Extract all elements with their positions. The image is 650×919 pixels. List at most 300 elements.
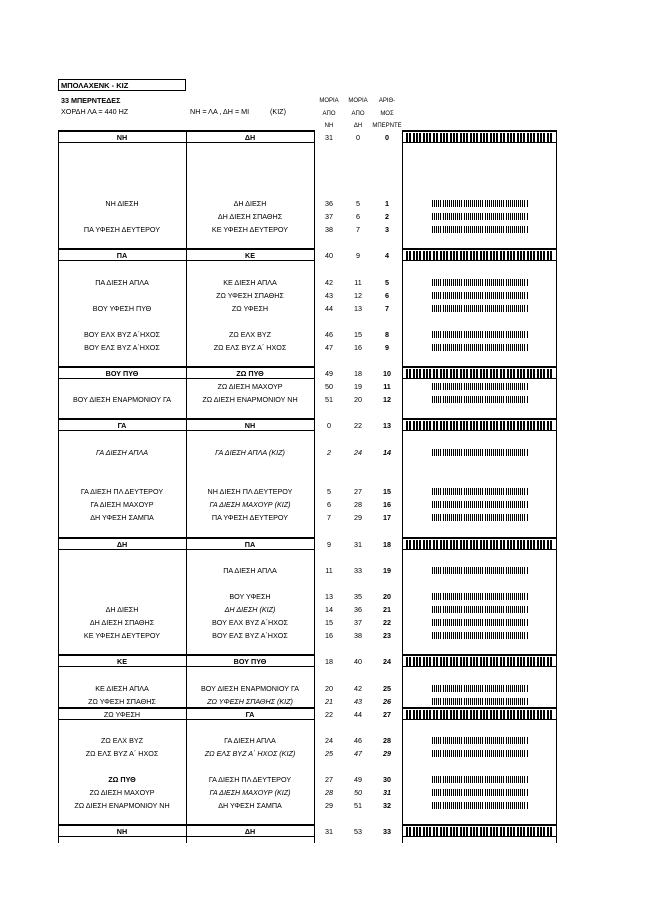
bar-stripe [547, 710, 549, 719]
row-moria-ni: 44 [325, 304, 333, 313]
bar-stripe [550, 251, 552, 260]
bar-stripe [426, 369, 428, 378]
tick-mark [524, 292, 525, 299]
table-rule [556, 131, 557, 843]
tick-mark [432, 396, 433, 403]
tick-mark [512, 698, 513, 705]
row-bernte-number: 15 [383, 487, 391, 496]
tick-mark [432, 383, 433, 390]
tick-mark [480, 226, 481, 233]
tick-mark [464, 279, 465, 286]
bar-stripe [473, 369, 475, 378]
table-rule [402, 707, 557, 708]
tick-mark [443, 789, 444, 796]
row-bernte-number: 8 [385, 330, 389, 339]
row-bernte-number: 2 [385, 212, 389, 221]
row-moria-ni: 5 [327, 487, 331, 496]
tick-mark [485, 737, 486, 744]
tick-mark [508, 200, 509, 207]
tick-mark [459, 514, 460, 521]
tick-mark [506, 776, 507, 783]
tick-mark [432, 292, 433, 299]
tick-mark [468, 685, 469, 692]
tick-mark [478, 632, 479, 639]
tick-mark [520, 619, 521, 626]
bar-stripe [490, 421, 492, 430]
tick-mark [493, 737, 494, 744]
tick-mark [451, 226, 452, 233]
tick-mark [499, 200, 500, 207]
tick-mark [464, 213, 465, 220]
table-rule [402, 378, 557, 379]
tick-mark [489, 567, 490, 574]
tick-mark [447, 292, 448, 299]
tick-mark [476, 501, 477, 508]
tick-mark [478, 488, 479, 495]
tick-mark [489, 200, 490, 207]
tick-mark [438, 802, 439, 809]
tick-mark [508, 737, 509, 744]
tick-mark [466, 305, 467, 312]
bar-stripe [429, 369, 431, 378]
tick-mark [495, 789, 496, 796]
bar-stripe [493, 657, 495, 666]
row-left-label: ΒΟΥ ΔΙΕΣΗ ΕΝΑΡΜΟΝΙΟΥ ΓΑ [72, 395, 172, 404]
tick-mark [487, 698, 488, 705]
tick-mark [434, 292, 435, 299]
tick-mark [499, 331, 500, 338]
tick-mark [464, 501, 465, 508]
bar-stripe [496, 133, 498, 142]
tick-mark [491, 213, 492, 220]
tick-mark [453, 200, 454, 207]
row-left-label: ΠΑ ΥΦΕΣΗ ΔΕΥΤΕΡΟΥ [83, 225, 161, 234]
row-right-label: ΚΕ ΥΦΕΣΗ ΔΕΥΤΕΡΟΥ [211, 225, 289, 234]
tick-mark [495, 344, 496, 351]
bar-stripe [510, 133, 512, 142]
tick-mark [510, 449, 511, 456]
bar-stripe [480, 251, 482, 260]
tick-mark [438, 514, 439, 521]
tick-mark [436, 501, 437, 508]
tick-mark [506, 383, 507, 390]
bar-stripe [426, 133, 428, 142]
tick-mark [499, 737, 500, 744]
bar-stripe [543, 657, 545, 666]
bar-stripe [490, 540, 492, 549]
tick-mark [459, 396, 460, 403]
row-right-label: ΓΑ ΔΙΕΣΗ ΠΛ ΔΕΥΤΕΡΟΥ [208, 775, 292, 784]
row-right-label: ΚΕ [245, 251, 255, 260]
tick-mark [480, 632, 481, 639]
table-rule [402, 131, 403, 843]
tick-mark [461, 514, 462, 521]
tuning-ticks [432, 802, 528, 809]
tick-mark [434, 593, 435, 600]
row-moria-di: 50 [354, 788, 362, 797]
row-moria-ni: 6 [327, 500, 331, 509]
tick-mark [443, 383, 444, 390]
bar-stripe [520, 827, 522, 836]
tick-mark [487, 737, 488, 744]
tick-mark [449, 593, 450, 600]
tick-mark [438, 567, 439, 574]
tick-mark [447, 750, 448, 757]
tick-mark [478, 802, 479, 809]
tick-mark [503, 488, 504, 495]
bar-stripe [466, 710, 468, 719]
bar-stripe [500, 251, 502, 260]
tick-mark [455, 789, 456, 796]
tick-mark [482, 292, 483, 299]
tick-mark [510, 344, 511, 351]
bar-stripe [547, 657, 549, 666]
tick-mark [518, 292, 519, 299]
row-left-label: ΓΑ [117, 421, 127, 430]
row-bernte-number: 25 [383, 684, 391, 693]
table-rule [402, 418, 557, 419]
row-bernte-number: 6 [385, 291, 389, 300]
tick-mark [501, 606, 502, 613]
tick-mark [527, 606, 528, 613]
tick-mark [527, 737, 528, 744]
bar-stripe [463, 827, 465, 836]
tick-mark [449, 488, 450, 495]
tick-mark [472, 567, 473, 574]
tick-mark [493, 632, 494, 639]
tick-mark [447, 396, 448, 403]
tick-mark [440, 292, 441, 299]
tick-mark [478, 331, 479, 338]
bar-stripe [426, 421, 428, 430]
bar-stripe [456, 369, 458, 378]
tick-mark [508, 331, 509, 338]
heavy-bar [406, 421, 552, 430]
bar-stripe [416, 710, 418, 719]
tick-mark [495, 567, 496, 574]
tick-mark [480, 279, 481, 286]
tick-mark [487, 789, 488, 796]
tick-mark [436, 213, 437, 220]
bar-stripe [523, 710, 525, 719]
row-moria-ni: 15 [325, 618, 333, 627]
tick-mark [434, 449, 435, 456]
tick-mark [480, 737, 481, 744]
tick-mark [436, 685, 437, 692]
tick-mark [491, 279, 492, 286]
tick-mark [468, 449, 469, 456]
tick-mark [432, 567, 433, 574]
tick-mark [487, 344, 488, 351]
tick-mark [512, 750, 513, 757]
tick-mark [436, 593, 437, 600]
tick-mark [520, 632, 521, 639]
bar-stripe [473, 827, 475, 836]
tick-mark [453, 567, 454, 574]
tick-mark [459, 292, 460, 299]
tick-mark [495, 200, 496, 207]
tick-mark [512, 331, 513, 338]
tick-mark [466, 501, 467, 508]
tick-mark [482, 514, 483, 521]
bar-stripe [456, 421, 458, 430]
tick-mark [455, 632, 456, 639]
tick-mark [493, 606, 494, 613]
tick-mark [518, 789, 519, 796]
tick-mark [476, 449, 477, 456]
tick-mark [497, 331, 498, 338]
bar-stripe [510, 251, 512, 260]
tick-mark [497, 292, 498, 299]
bar-stripe [517, 540, 519, 549]
tick-mark [447, 449, 448, 456]
row-moria-ni: 16 [325, 631, 333, 640]
tick-mark [455, 305, 456, 312]
tick-mark [506, 213, 507, 220]
bar-stripe [416, 251, 418, 260]
tick-mark [453, 776, 454, 783]
row-moria-ni: 50 [325, 382, 333, 391]
row-left-label: ΚΕ ΥΦΕΣΗ ΔΕΥΤΕΡΟΥ [83, 631, 161, 640]
tick-mark [497, 789, 498, 796]
tick-mark [453, 606, 454, 613]
bar-stripe [460, 710, 462, 719]
bar-stripe [510, 710, 512, 719]
tick-mark [447, 776, 448, 783]
tick-mark [451, 514, 452, 521]
tick-mark [497, 279, 498, 286]
tick-mark [472, 737, 473, 744]
tick-mark [447, 685, 448, 692]
tick-mark [476, 331, 477, 338]
tick-mark [457, 685, 458, 692]
tick-mark [445, 501, 446, 508]
heavy-bar [406, 540, 552, 549]
tick-mark [485, 292, 486, 299]
bar-stripe [490, 827, 492, 836]
tick-mark [447, 344, 448, 351]
tick-mark [508, 292, 509, 299]
row-left-label: ΒΟΥ ΕΛΣ ΒΥΖ Α΄ΗΧΟΣ [84, 343, 160, 352]
tick-mark [512, 593, 513, 600]
tick-mark [457, 593, 458, 600]
tick-mark [516, 698, 517, 705]
tick-mark [468, 789, 469, 796]
tick-mark [434, 632, 435, 639]
row-moria-di: 11 [354, 278, 362, 287]
tick-mark [499, 789, 500, 796]
tick-mark [499, 750, 500, 757]
bar-stripe [413, 657, 415, 666]
tick-mark [453, 279, 454, 286]
bar-stripe [517, 133, 519, 142]
bar-stripe [436, 251, 438, 260]
bar-stripe [523, 657, 525, 666]
bar-stripe [423, 421, 425, 430]
tick-mark [472, 501, 473, 508]
bar-stripe [486, 827, 488, 836]
row-right-label: ΔΗ ΔΙΕΣΗ ΣΠΑΘΗΣ [217, 212, 283, 221]
tick-mark [510, 292, 511, 299]
tick-mark [527, 632, 528, 639]
tick-mark [524, 567, 525, 574]
row-moria-ni: 0 [327, 421, 331, 430]
tick-mark [516, 501, 517, 508]
tick-mark [434, 279, 435, 286]
row-bernte-number: 10 [383, 369, 391, 378]
tick-mark [436, 750, 437, 757]
tick-mark [449, 501, 450, 508]
bar-stripe [523, 540, 525, 549]
tick-mark [522, 750, 523, 757]
tick-mark [508, 396, 509, 403]
tick-mark [489, 619, 490, 626]
tick-mark [438, 213, 439, 220]
tick-mark [487, 200, 488, 207]
bar-stripe [440, 827, 442, 836]
tick-mark [485, 606, 486, 613]
tick-mark [434, 200, 435, 207]
bar-stripe [496, 251, 498, 260]
tick-mark [434, 606, 435, 613]
tick-mark [489, 789, 490, 796]
tick-mark [518, 305, 519, 312]
bar-stripe [520, 657, 522, 666]
tick-mark [489, 501, 490, 508]
tick-mark [503, 698, 504, 705]
tick-mark [474, 344, 475, 351]
tick-mark [474, 488, 475, 495]
tick-mark [438, 331, 439, 338]
bar-stripe [527, 251, 529, 260]
tick-mark [440, 619, 441, 626]
tick-mark [497, 776, 498, 783]
tick-mark [499, 449, 500, 456]
tick-mark [501, 567, 502, 574]
row-left-label: ΔΗ ΥΦΕΣΗ ΣΑΜΠΑ [90, 513, 154, 522]
tick-mark [499, 776, 500, 783]
tick-mark [461, 698, 462, 705]
row-moria-di: 35 [354, 592, 362, 601]
tick-mark [506, 632, 507, 639]
bar-stripe [473, 710, 475, 719]
tick-mark [482, 698, 483, 705]
tick-mark [468, 305, 469, 312]
tick-mark [445, 331, 446, 338]
tick-mark [443, 396, 444, 403]
tick-mark [524, 593, 525, 600]
tick-mark [451, 305, 452, 312]
tick-mark [489, 331, 490, 338]
tick-mark [455, 488, 456, 495]
tick-mark [527, 344, 528, 351]
tick-mark [451, 632, 452, 639]
tick-mark [436, 279, 437, 286]
tick-mark [440, 383, 441, 390]
bar-stripe [496, 540, 498, 549]
bar-stripe [483, 133, 485, 142]
tick-mark [436, 776, 437, 783]
tick-mark [438, 279, 439, 286]
tick-mark [451, 750, 452, 757]
tick-mark [464, 331, 465, 338]
row-bernte-number: 7 [385, 304, 389, 313]
tick-mark [503, 750, 504, 757]
tick-mark [487, 619, 488, 626]
tick-mark [443, 501, 444, 508]
tick-mark [516, 750, 517, 757]
table-rule [402, 836, 557, 837]
tick-mark [470, 213, 471, 220]
tick-mark [482, 802, 483, 809]
tick-mark [472, 802, 473, 809]
bar-stripe [550, 710, 552, 719]
tick-mark [527, 567, 528, 574]
tick-mark [480, 606, 481, 613]
tick-mark [464, 737, 465, 744]
tick-mark [512, 776, 513, 783]
row-right-label: ΖΩ ΠΥΘ [236, 369, 264, 378]
tick-mark [459, 698, 460, 705]
tick-mark [489, 698, 490, 705]
tick-mark [482, 488, 483, 495]
tick-mark [451, 789, 452, 796]
tick-mark [443, 488, 444, 495]
bar-stripe [540, 540, 542, 549]
table-rule [402, 260, 557, 261]
tick-mark [520, 383, 521, 390]
tick-mark [497, 567, 498, 574]
bar-stripe [510, 540, 512, 549]
tick-mark [459, 501, 460, 508]
row-left-label: ΝΗ ΔΙΕΣΗ [105, 199, 139, 208]
table-rule [58, 654, 315, 655]
tick-mark [478, 292, 479, 299]
tick-mark [508, 750, 509, 757]
tick-mark [527, 449, 528, 456]
tick-mark [522, 789, 523, 796]
tick-mark [466, 514, 467, 521]
tick-mark [449, 606, 450, 613]
tick-mark [457, 606, 458, 613]
table-rule [186, 131, 187, 843]
tick-mark [453, 632, 454, 639]
tick-mark [476, 593, 477, 600]
row-right-label: ΓΑ ΔΙΕΣΗ ΜΑΧΟΥΡ (ΚΙΖ) [209, 500, 291, 509]
tick-mark [508, 488, 509, 495]
tick-mark [501, 488, 502, 495]
table-rule [402, 248, 557, 249]
tick-mark [524, 279, 525, 286]
tick-mark [438, 292, 439, 299]
tick-mark [470, 685, 471, 692]
bar-stripe [483, 657, 485, 666]
tick-mark [506, 685, 507, 692]
row-moria-ni: 27 [325, 775, 333, 784]
tick-mark [434, 737, 435, 744]
tick-mark [497, 344, 498, 351]
tick-mark [440, 200, 441, 207]
tick-mark [508, 619, 509, 626]
tick-mark [457, 514, 458, 521]
tick-mark [436, 698, 437, 705]
table-rule [402, 654, 557, 655]
bar-stripe [466, 827, 468, 836]
tick-mark [503, 449, 504, 456]
tick-mark [476, 619, 477, 626]
bar-stripe [450, 657, 452, 666]
tick-mark [461, 593, 462, 600]
